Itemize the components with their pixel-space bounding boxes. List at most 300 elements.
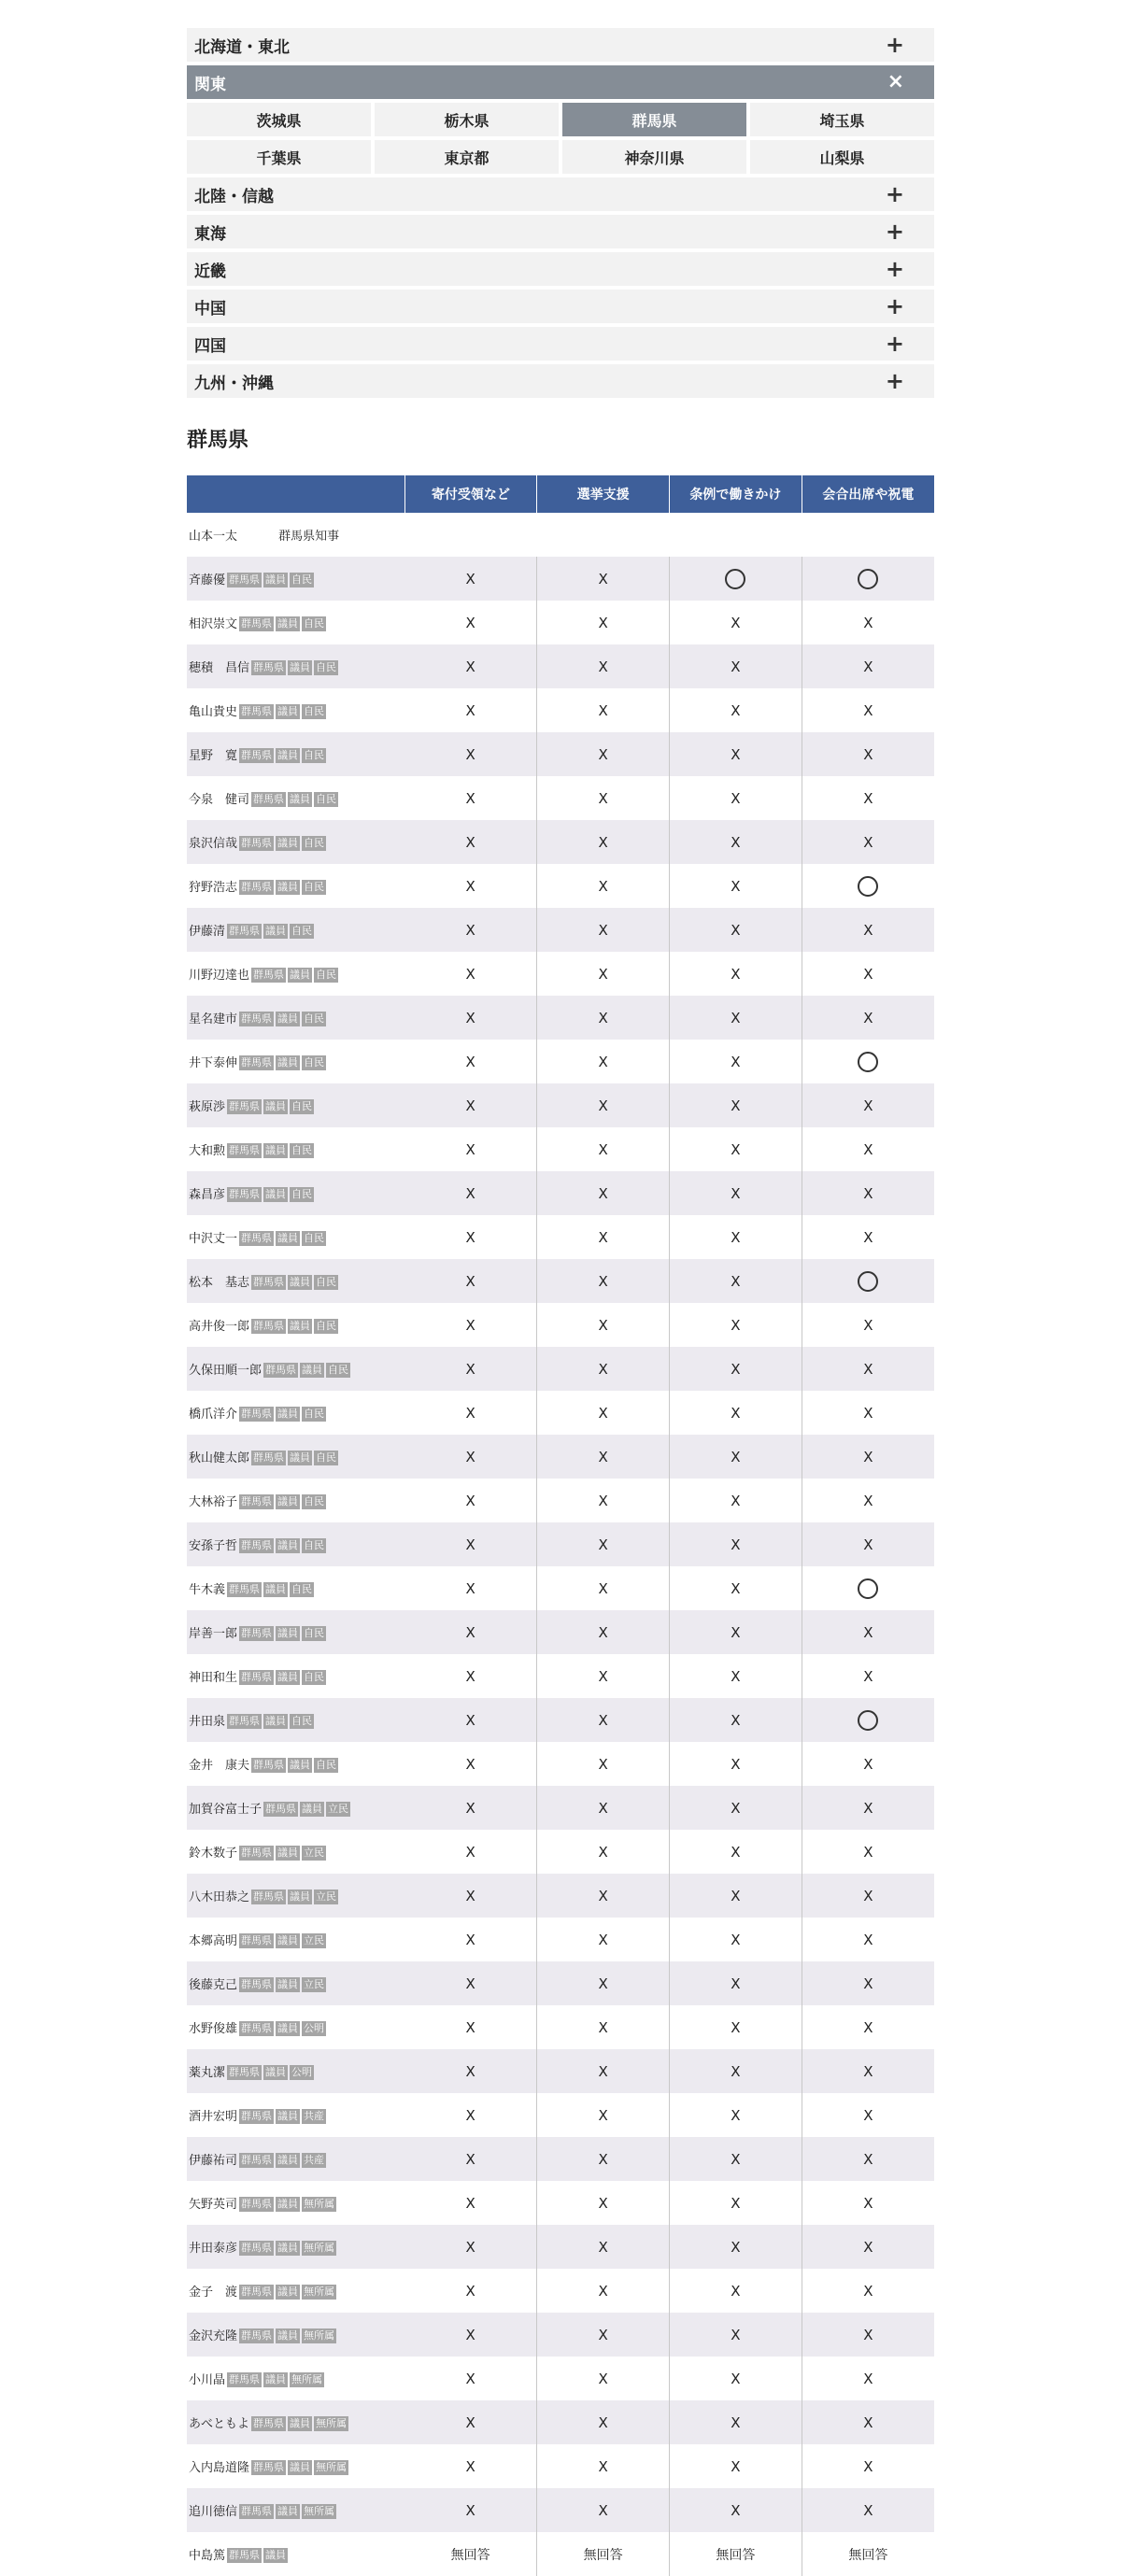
prefecture-button[interactable]: 神奈川県 [562,140,746,174]
member-tag: 群馬県 [241,2110,273,2123]
cross-mark: X [465,1799,475,1817]
expand-icon[interactable]: + [885,181,904,207]
answer-cell [537,1654,670,1698]
member-name: 牛木義 [189,1582,226,1597]
cross-mark: X [465,2150,475,2168]
expand-icon[interactable]: + [885,331,904,357]
cross-mark: X [863,1931,873,1948]
member-tag: 群馬県 [241,1408,273,1421]
cross-mark: X [863,2413,873,2431]
answer-cell [802,1435,934,1479]
cross-mark: X [465,1360,475,1378]
member-name: 井田泰彦 [189,2241,238,2256]
cross-mark: X [731,2370,741,2387]
answer-cell [802,1479,934,1522]
cross-mark: X [863,1404,873,1422]
table-row [187,2049,934,2093]
answer-cell [670,2400,802,2444]
cross-mark: X [731,1009,741,1026]
cross-mark: X [465,1316,475,1334]
cross-mark: X [731,1536,741,1553]
member-tag: 群馬県 [253,969,285,982]
member-name: 中島篤 [189,2548,226,2563]
member-tag: 議員 [265,573,287,587]
member-cell [187,1040,404,1083]
cross-mark: X [465,2457,475,2475]
answer-cell [802,1391,934,1435]
answer-cell [537,688,670,732]
cross-mark: X [731,789,741,807]
cross-mark: X [465,1711,475,1729]
answer-cell [670,688,802,732]
member-tag: 議員 [277,705,299,718]
cross-mark: X [731,1272,741,1290]
answer-cell [404,1391,537,1435]
answer-cell [537,1874,670,1918]
prefecture-button[interactable]: 千葉県 [187,140,371,174]
no-answer-text: 無回答 [583,2547,623,2563]
collapse-icon[interactable]: × [887,70,904,93]
cross-mark: X [863,1887,873,1904]
member-tag: 群馬県 [229,2549,261,2562]
member-name: 矢野英司 [189,2197,238,2212]
member-tag: 自民 [291,1715,313,1728]
answer-cell [537,601,670,644]
cross-mark: X [598,2282,608,2300]
member-cell [187,1479,404,1522]
answer-cell [670,601,802,644]
region-label: 北海道・東北 [194,37,290,57]
cross-mark: X [863,1843,873,1861]
cross-mark: X [863,2106,873,2124]
circle-icon [725,569,745,589]
table-row [187,1742,934,1786]
member-tag: 群馬県 [241,2505,273,2518]
table-row [187,732,934,776]
circle-icon [858,876,878,897]
member-tag: 議員 [265,1188,287,1201]
table-row [187,2093,934,2137]
answer-cell [404,1698,537,1742]
expand-icon[interactable]: + [885,32,904,58]
table-row [187,1171,934,1215]
region-item[interactable] [187,215,934,248]
circle-icon [858,1052,878,1072]
prefecture-button[interactable]: 栃木県 [375,103,559,136]
member-name: 狩野浩志 [189,880,238,895]
member-tag: 議員 [265,1583,287,1596]
cross-mark: X [598,921,608,939]
answer-cell [670,1698,802,1742]
answer-cell [404,2049,537,2093]
answer-cell [802,557,934,601]
region-item[interactable] [187,290,934,323]
cross-mark: X [863,1536,873,1553]
member-tag: 議員 [277,881,299,894]
member-name: 酒井宏明 [189,2109,238,2124]
answer-cell [404,2313,537,2357]
cross-mark: X [598,2018,608,2036]
cross-mark: X [465,1843,475,1861]
member-tag: 自民 [316,793,337,806]
answer-cell [802,1610,934,1654]
answer-cell [670,2444,802,2488]
member-tag: 議員 [265,1144,287,1157]
answer-cell [404,864,537,908]
member-cell [187,1961,404,2005]
answer-cell [670,952,802,996]
cross-mark: X [863,2150,873,2168]
answer-cell [802,1040,934,1083]
member-tag: 群馬県 [253,661,285,674]
member-tag: 自民 [304,1056,325,1069]
cross-mark: X [465,2018,475,2036]
cross-mark: X [598,701,608,719]
prefecture-button[interactable]: 群馬県 [562,103,746,136]
cross-mark: X [465,1053,475,1070]
member-name: 松本 基志 [189,1275,250,1290]
answer-cell [404,2093,537,2137]
cross-mark: X [731,1140,741,1158]
circle-icon [858,569,878,589]
answer-cell [670,776,802,820]
member-tag: 群馬県 [241,1847,273,1860]
cross-mark: X [731,701,741,719]
member-cell [187,952,404,996]
answer-cell [404,644,537,688]
member-cell [187,2137,404,2181]
answer-cell [670,1961,802,2005]
region-item[interactable] [187,327,934,361]
cross-mark: X [731,2018,741,2036]
member-tag: 共産 [304,2110,325,2123]
table-row [187,820,934,864]
cross-mark: X [598,1974,608,1992]
member-name: 金井 康夫 [189,1758,250,1773]
governor-title: 群馬県知事 [278,530,340,544]
answer-cell [802,1171,934,1215]
answer-cell [537,2357,670,2400]
member-tag: 群馬県 [253,1276,285,1289]
member-name: 泉沢信哉 [189,836,238,851]
cross-mark: X [863,1097,873,1114]
table-row [187,2532,934,2576]
table-row [187,1435,934,1479]
answer-cell [670,1830,802,1874]
member-tag: 議員 [277,1978,299,1991]
cross-mark: X [863,1009,873,1026]
region-item[interactable] [187,28,934,62]
cross-mark: X [731,2194,741,2212]
cross-mark: X [598,1887,608,1904]
member-tag: 群馬県 [241,1495,273,1508]
section-title: 群馬県 [187,429,249,452]
table-row [187,1566,934,1610]
answer-cell [537,2137,670,2181]
table-row [187,908,934,952]
cross-mark: X [465,2370,475,2387]
member-tag: 群馬県 [229,1144,261,1157]
expand-icon[interactable]: + [885,219,904,245]
answer-cell [537,1391,670,1435]
answer-cell [670,2532,802,2576]
prefecture-button[interactable]: 山梨県 [750,140,934,174]
cross-mark: X [598,2238,608,2256]
answer-cell [404,601,537,644]
cross-mark: X [465,965,475,983]
member-cell [187,732,404,776]
answer-cell [537,2181,670,2225]
cross-mark: X [465,1272,475,1290]
member-cell [187,601,404,644]
cross-mark: X [863,2238,873,2256]
governor-row [187,513,934,557]
answer-cell [537,776,670,820]
answer-cell [404,996,537,1040]
member-tag: 議員 [290,1759,311,1772]
member-cell [187,1654,404,1698]
table-row [187,1347,934,1391]
member-tag: 自民 [304,1539,325,1552]
member-name: 久保田順一郎 [189,1363,263,1378]
answer-cell [802,644,934,688]
region-item[interactable] [187,364,934,398]
table-row [187,1698,934,1742]
answer-cell [802,1918,934,1961]
answer-cell [802,732,934,776]
header-ordinance: 条例で働きかけ [670,475,802,513]
prefecture-button[interactable]: 茨城県 [187,103,371,136]
cross-mark: X [598,965,608,983]
answer-cell [537,952,670,996]
cross-mark: X [863,1448,873,1465]
cross-mark: X [863,789,873,807]
cross-mark: X [731,2413,741,2431]
cross-mark: X [731,1887,741,1904]
cross-mark: X [731,2238,741,2256]
table-row [187,1303,934,1347]
member-tag: 議員 [265,1715,287,1728]
cross-mark: X [598,2150,608,2168]
answer-cell [537,1961,670,2005]
member-tag: 無所属 [304,2286,335,2299]
answer-cell [802,1961,934,2005]
no-answer-text: 無回答 [450,2547,490,2563]
answer-cell [537,1435,670,1479]
table-row [187,644,934,688]
cross-mark: X [598,877,608,895]
table-row [187,1259,934,1303]
table-row [187,1610,934,1654]
member-tag: 無所属 [304,2505,335,2518]
member-tag: 群馬県 [253,1451,285,1465]
member-tag: 群馬県 [241,1539,273,1552]
cross-mark: X [465,1228,475,1246]
answer-cell [537,1303,670,1347]
table-row [187,1786,934,1830]
cross-mark: X [598,1404,608,1422]
cross-mark: X [598,2413,608,2431]
member-tag: 議員 [277,1495,299,1508]
answer-cell [537,1347,670,1391]
cross-mark: X [863,2501,873,2519]
member-name: 橋爪洋介 [189,1407,238,1422]
governor-name: 山本一太 [189,530,238,544]
member-tag: 議員 [277,2329,299,2342]
member-tag: 自民 [316,1759,337,1772]
member-cell [187,2225,404,2269]
cross-mark: X [863,921,873,939]
cross-mark: X [465,614,475,631]
region-label: 中国 [194,299,226,318]
answer-cell [670,1654,802,1698]
cross-mark: X [731,2150,741,2168]
table-row [187,2444,934,2488]
member-cell [187,1215,404,1259]
cross-mark: X [863,2457,873,2475]
member-name: 水野俊雄 [189,2021,238,2036]
region-label: 北陸・信越 [194,187,274,206]
region-item[interactable] [187,65,934,99]
answer-cell [404,1127,537,1171]
answer-cell [802,820,934,864]
member-tag: 立民 [304,1978,325,1991]
cross-mark: X [465,789,475,807]
member-cell [187,2049,404,2093]
answer-cell [670,1435,802,1479]
answer-cell [404,1259,537,1303]
member-tag: 自民 [304,1495,325,1508]
cross-mark: X [598,789,608,807]
cross-mark: X [731,1492,741,1509]
cross-mark: X [465,2062,475,2080]
answer-cell [537,908,670,952]
cross-mark: X [598,1448,608,1465]
answer-cell [670,2313,802,2357]
answer-cell [670,1566,802,1610]
table-header-row [187,475,934,513]
prefecture-button[interactable]: 東京都 [375,140,559,174]
member-tag: 無所属 [304,2242,335,2255]
member-tag: 議員 [277,1408,299,1421]
cross-mark: X [598,2370,608,2387]
cross-mark: X [863,2062,873,2080]
answer-cell [404,952,537,996]
answer-cell [537,732,670,776]
member-cell [187,1610,404,1654]
member-cell [187,1259,404,1303]
cross-mark: X [465,1667,475,1685]
member-tag: 公明 [291,2066,313,2079]
member-name: 萩原渉 [189,1099,226,1114]
header-meeting: 会合出席や祝電 [802,475,934,513]
member-name: 伊藤祐司 [189,2153,238,2168]
member-cell [187,688,404,732]
answer-cell [670,1127,802,1171]
member-tag: 群馬県 [241,2198,273,2211]
answer-cell [802,2093,934,2137]
answer-cell [404,2532,537,2576]
answer-cell [537,2049,670,2093]
member-tag: 自民 [304,1627,325,1640]
cross-mark: X [465,1755,475,1773]
member-tag: 無所属 [304,2329,335,2342]
member-tag: 群馬県 [265,1803,297,1816]
cross-mark: X [863,1360,873,1378]
expand-icon[interactable]: + [885,368,904,394]
cross-mark: X [598,2326,608,2343]
member-tag: 議員 [277,2198,299,2211]
member-tag: 群馬県 [241,2022,273,2035]
member-tag: 議員 [277,2505,299,2518]
member-tag: 立民 [304,1847,325,1860]
answer-cell [537,2313,670,2357]
answer-cell [537,644,670,688]
member-tag: 議員 [277,1671,299,1684]
cross-mark: X [598,745,608,763]
expand-icon[interactable]: + [885,256,904,282]
answer-cell [404,2181,537,2225]
answer-cell [404,1786,537,1830]
answer-cell [670,2225,802,2269]
member-name: 入内島道隆 [189,2460,250,2475]
cross-mark: X [731,1404,741,1422]
answer-cell [404,1961,537,2005]
member-tag: 議員 [265,925,287,938]
member-cell [187,2488,404,2532]
expand-icon[interactable]: + [885,293,904,319]
member-tag: 群馬県 [241,837,273,850]
cross-mark: X [598,1053,608,1070]
member-tag: 自民 [304,881,325,894]
member-tag: 群馬県 [241,1671,273,1684]
answer-cell [802,864,934,908]
answer-cell [670,2005,802,2049]
member-tag: 議員 [277,1012,299,1026]
member-tag: 議員 [277,1847,299,1860]
member-tag: 議員 [290,661,311,674]
answer-cell [802,908,934,952]
member-name: 今泉 健司 [189,792,250,807]
cross-mark: X [731,1667,741,1685]
cross-mark: X [465,2194,475,2212]
member-name: 中沢丈一 [189,1231,238,1246]
member-tag: 無所属 [316,2417,348,2430]
answer-cell [802,2532,934,2576]
member-tag: 群馬県 [241,705,273,718]
member-tag: 自民 [304,1012,325,1026]
member-cell [187,1435,404,1479]
cross-mark: X [863,1667,873,1685]
answer-cell [537,1918,670,1961]
content [187,28,934,2576]
region-item[interactable] [187,252,934,286]
member-tag: 議員 [277,617,299,630]
answer-cell [670,820,802,864]
prefecture-button[interactable]: 埼玉県 [750,103,934,136]
region-item[interactable] [187,177,934,211]
member-tag: 群馬県 [241,1934,273,1947]
answer-cell [802,601,934,644]
table-row [187,688,934,732]
answer-cell [404,2400,537,2444]
cross-mark: X [598,1843,608,1861]
member-name: 斉藤優 [189,573,226,587]
cross-mark: X [598,1316,608,1334]
member-tag: 議員 [277,837,299,850]
answer-cell [404,688,537,732]
cross-mark: X [731,1623,741,1641]
